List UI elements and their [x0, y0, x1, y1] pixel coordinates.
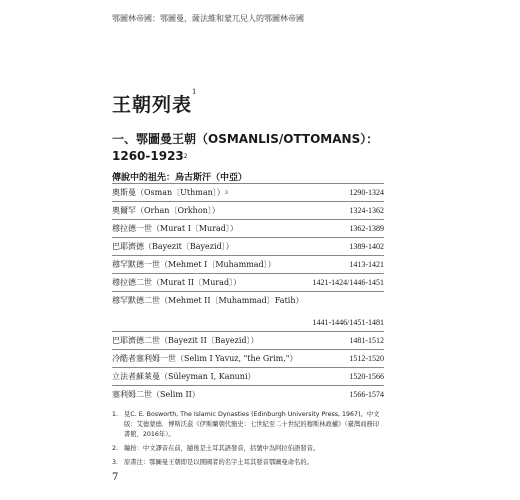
running-header: 鄂圖林帝國：鄂圖曼，薩法維和蒙兀兒人的鄂圖林帝國 [112, 14, 304, 23]
ruler-row [112, 186, 384, 200]
chapter-title [112, 90, 197, 117]
footnote [112, 458, 382, 468]
ruler-name: 冷酷者塞利姆一世（Selim I Yavuz, "the Grim,"） [112, 354, 298, 363]
ruler-name: 巴耶濟德二世（Bayezit II〔Bayezid〕） [112, 336, 259, 345]
ruler-row-continuation [112, 316, 384, 330]
footnote-text: 原書注：鄂圖曼王朝即是以開國者的名字土耳其發音鄂圖曼命名的。 [124, 459, 313, 466]
footnotes [112, 410, 382, 472]
reign-years: 1389-1402 [349, 242, 384, 251]
section-footnote-marker: 2 [183, 153, 188, 160]
ruler-row [112, 334, 384, 348]
divider-line [112, 349, 384, 350]
footnote-text: 見C. E. Bosworth, The Islamic Dynasties (Edinburgh University Press, 1967)。中文版：艾德蒙德．博斯沃茲《伊斯蘭朝代簡史：七世紀至二十世紀的穆斯林政權》（臺灣商務印書館，2016年）。 [124, 411, 380, 438]
divider-line [112, 367, 384, 368]
reign-years: 1481-1512 [349, 336, 384, 345]
ruler-name: 穆罕默德二世（Mehmet II〔Muhammad〕Fatih） [112, 296, 304, 305]
divider-line [112, 385, 384, 386]
footnote-number: 2. [112, 445, 119, 452]
ruler-row [112, 294, 384, 308]
ruler-name: 奧爾罕（Orhan〔Orkhon〕） [112, 206, 220, 215]
legendary-ancestor-heading: 傳說中的祖先：烏古斯汗（中亞） [112, 173, 248, 183]
divider-line [112, 237, 384, 238]
footnote [112, 444, 382, 454]
ruler-name: 穆罕默德一世（Mehmet I〔Muhammad〕） [112, 260, 276, 269]
ruler-row [112, 388, 384, 402]
chapter-title-text: 王朝列表 [112, 94, 193, 116]
reign-years: 1566-1574 [349, 390, 384, 399]
footnote-number: 3. [112, 459, 119, 466]
reign-years: 1290-1324 [349, 188, 384, 197]
footnote-marker: 3 [224, 190, 228, 196]
reign-years: 1512-1520 [349, 354, 384, 363]
divider-line [112, 183, 384, 184]
reign-years: 1362-1389 [349, 224, 384, 233]
section-title-text: 一、鄂圖曼王朝（OSMANLIS/OTTOMANS）：1260-1923 [112, 132, 379, 163]
ruler-name: 穆拉德二世（Murat II〔Murad〕） [112, 278, 242, 287]
footnote-number: 1. [112, 411, 119, 418]
ruler-name: 塞利姆二世（Selim II） [112, 390, 200, 399]
ruler-row [112, 204, 384, 218]
ruler-row [112, 352, 384, 366]
ruler-name: 立法者蘇萊曼（Süleyman I, Kanuni） [112, 372, 256, 381]
reign-years: 1413-1421 [349, 260, 384, 269]
reign-years: 1421-1424/1446-1451 [312, 278, 384, 287]
divider-line [112, 219, 384, 220]
reign-years: 1441-1446/1451-1481 [312, 318, 384, 327]
ruler-row [112, 222, 384, 236]
ruler-row [112, 276, 384, 290]
footnote-text: 編按：中文譯音在前，隨後是土耳其語發音，括號中為阿拉伯語發音。 [124, 445, 320, 452]
divider-line [112, 331, 384, 332]
ruler-row [112, 240, 384, 254]
ruler-name: 奧斯曼（Osman〔Uthman〕）$^3$ [112, 188, 228, 197]
footnote [112, 410, 382, 440]
page-number: 7 [112, 472, 119, 483]
ruler-row [112, 258, 384, 272]
section-title [112, 131, 384, 165]
ruler-name: 巴耶濟德（Bayezit〔Bayezid〕） [112, 242, 234, 251]
divider-line [112, 273, 384, 274]
divider-line [112, 291, 384, 292]
reign-years: 1324-1362 [349, 206, 384, 215]
divider-line [112, 255, 384, 256]
ruler-row [112, 370, 384, 384]
ruler-name: 穆拉德一世（Murat I〔Murad〕） [112, 224, 238, 233]
divider-line [112, 201, 384, 202]
chapter-footnote-marker: 1 [192, 88, 198, 96]
reign-years: 1520-1566 [349, 372, 384, 381]
